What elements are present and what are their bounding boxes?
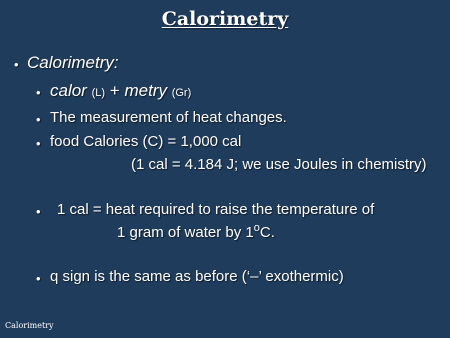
bullet-q-sign: q sign is the same as before (‘–’ exothermic) xyxy=(50,268,344,285)
bullet-icon: • xyxy=(36,112,41,127)
cal-definition-text: 1 gram of water by 1 xyxy=(117,224,254,241)
conversion-note: (1 cal = 4.184 J; we use Joules in chemistry) xyxy=(131,156,427,173)
bullet-food-calories: food Calories (C) = 1,000 cal xyxy=(50,133,242,150)
slide-title: Calorimetry xyxy=(161,8,289,30)
bullet-icon: • xyxy=(36,271,41,286)
bullet-cal-definition-line2 xyxy=(117,222,275,241)
cal-definition-unit: C. xyxy=(259,224,275,241)
bullet-icon: • xyxy=(36,85,41,100)
bullet-cal-definition-line1: 1 cal = heat required to raise the temperature of xyxy=(57,201,375,218)
bullet-icon: • xyxy=(14,57,19,72)
bullet-icon: • xyxy=(36,204,41,219)
bullet-etymology xyxy=(50,81,191,101)
bullet-icon: • xyxy=(36,136,41,151)
etymology-origin-greek: (Gr) xyxy=(171,87,192,99)
footer-label: Calorimetry xyxy=(5,321,54,330)
etymology-word-metry: metry xyxy=(124,81,167,100)
degree-symbol: o xyxy=(253,222,260,234)
etymology-word-calor: calor xyxy=(50,81,87,100)
bullet-definition: The measurement of heat changes. xyxy=(50,109,287,126)
etymology-plus: + xyxy=(109,81,120,100)
etymology-origin-latin: (L) xyxy=(91,87,106,99)
bullet-calorimetry: Calorimetry: xyxy=(27,53,119,72)
